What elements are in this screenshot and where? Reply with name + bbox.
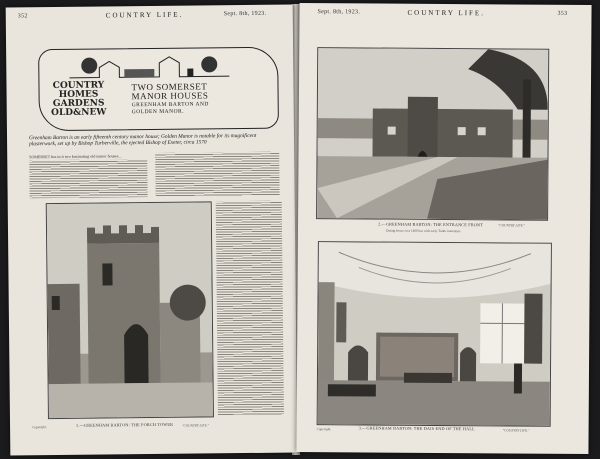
title-banner bbox=[38, 47, 279, 132]
date-right: Sept. 8th, 1923. bbox=[317, 9, 361, 16]
porch-tower-photo bbox=[46, 201, 214, 419]
page-number-left: 352 bbox=[17, 13, 28, 20]
body-text-column-3 bbox=[216, 201, 284, 416]
subtitle-line: GOLDEN MANOR. bbox=[131, 108, 185, 116]
body-text-column-2 bbox=[155, 152, 279, 197]
running-head-right: COUNTRY LIFE. bbox=[407, 8, 486, 18]
series-line: COUNTRY bbox=[52, 80, 105, 92]
photo-credit-left: Copyright. bbox=[32, 425, 47, 430]
running-head-left: COUNTRY LIFE. bbox=[105, 10, 184, 20]
manor-illustration bbox=[69, 52, 229, 80]
date-left: Sept. 8th, 1923. bbox=[223, 10, 267, 18]
title-line: TWO SOMERSET bbox=[131, 81, 208, 93]
photo-credit-right: "COUNTRY LIFE." bbox=[182, 423, 209, 428]
right-page bbox=[296, 3, 591, 454]
entrance-front-caption: 2.—GREENHAM BARTON: THE ENTRANCE FRONT bbox=[378, 221, 484, 228]
series-line: GARDENS bbox=[52, 98, 105, 110]
porch-tower-caption: 1.—GREENHAM BARTON: THE PORCH TOWER bbox=[76, 421, 174, 428]
bottom-credit-left: Copyright. bbox=[316, 427, 332, 432]
intro-paragraph: Greenham Barton is an early fifteenth century manor house; Golden Manor is notable for its magnificent plasterwork, set up by Bishop Turberville, the ejected Bishop of Exeter, circa 1570 bbox=[29, 132, 257, 148]
hall-dais-caption: 3.—GREENHAM BARTON: THE DAIS END OF THE HALL bbox=[358, 425, 475, 432]
bottom-credit: "COUNTRY LIFE." bbox=[502, 428, 530, 433]
hall-dais-photo bbox=[317, 241, 552, 427]
subtitle-line: GREENHAM BARTON AND bbox=[131, 101, 209, 109]
title-line: MANOR HOUSES bbox=[131, 90, 209, 102]
series-title bbox=[43, 81, 113, 118]
left-page bbox=[6, 5, 298, 456]
entrance-front-subcaption: Dating from circa 1400 but with early Tudor insertions. bbox=[385, 228, 462, 234]
body-start: SOMERSET has in it two fascinating old manor houses... bbox=[29, 153, 122, 160]
article-title bbox=[131, 82, 251, 115]
series-line: HOMES bbox=[58, 89, 99, 100]
series-line: OLD&NEW bbox=[51, 107, 107, 119]
top-credit: "COUNTRY LIFE." bbox=[498, 223, 525, 228]
entrance-front-photo bbox=[316, 47, 549, 221]
body-text-column-1 bbox=[29, 159, 147, 198]
page-number-right: 353 bbox=[557, 10, 568, 17]
